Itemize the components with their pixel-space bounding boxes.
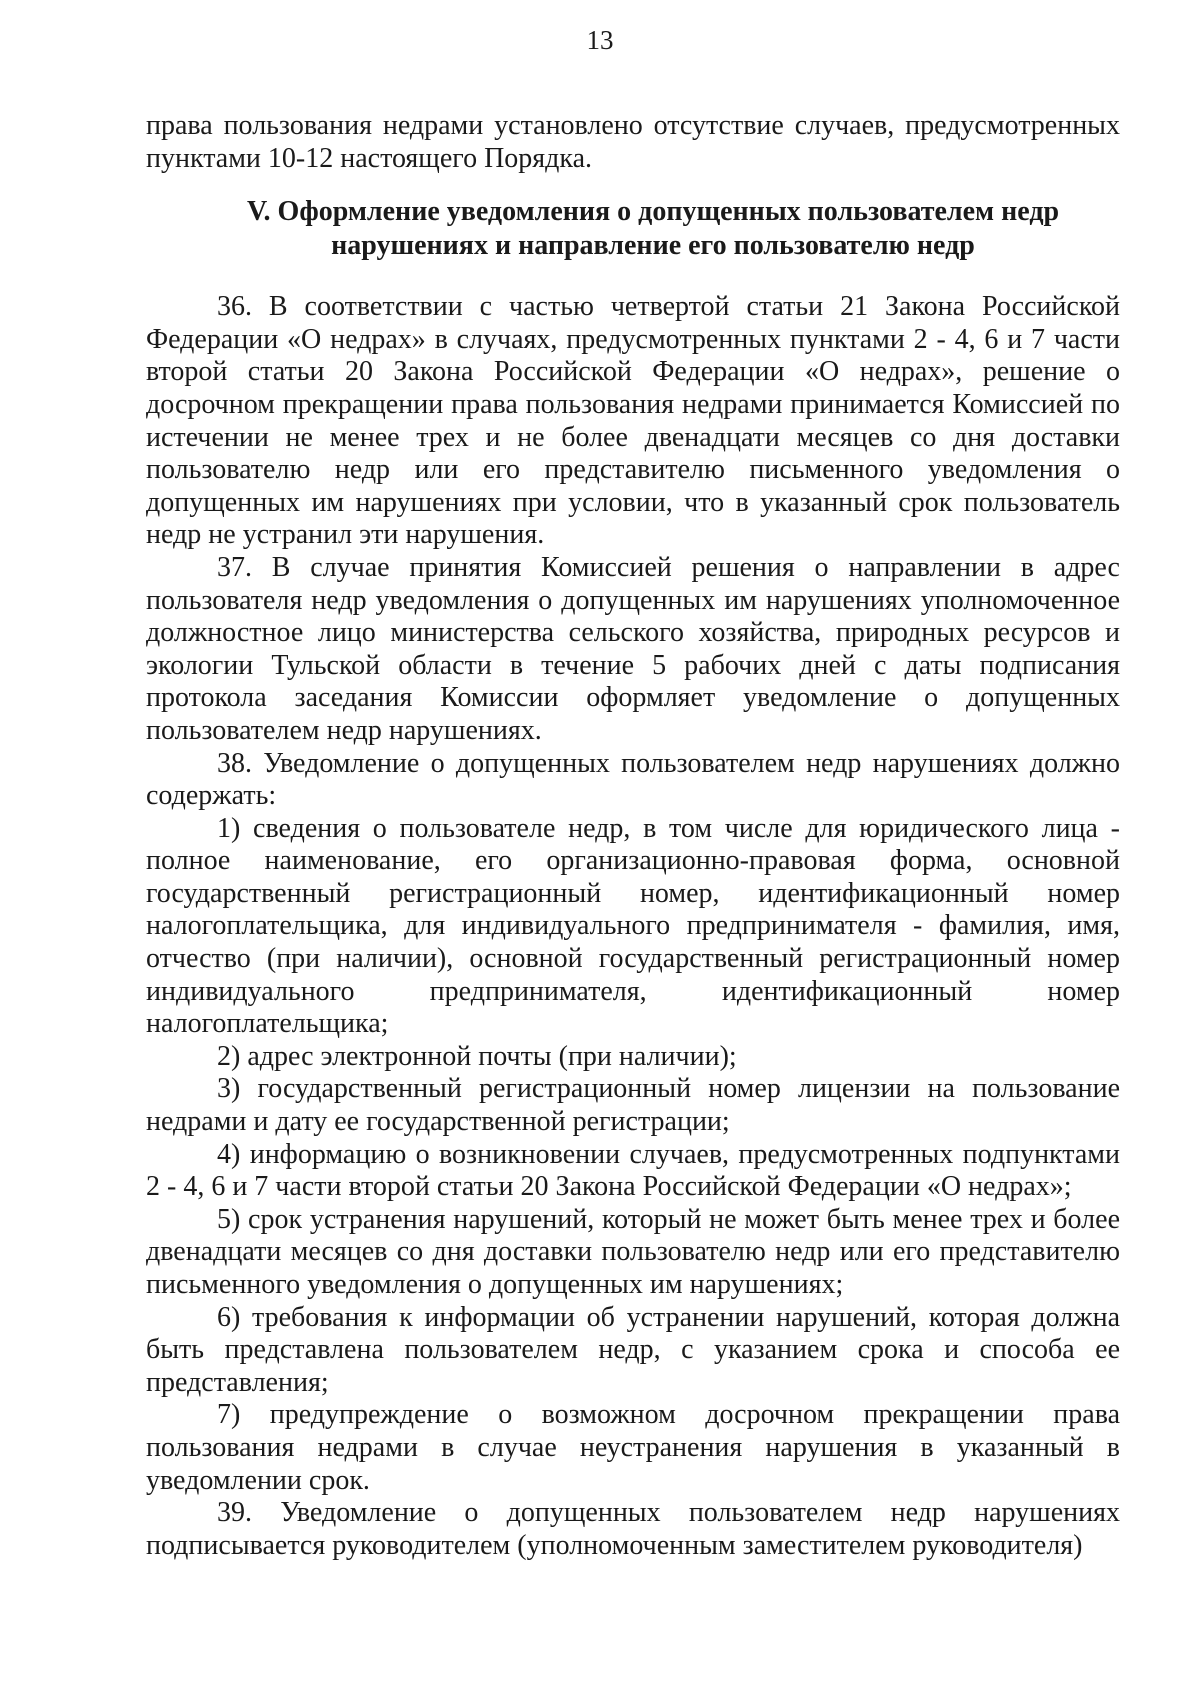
list-item-7: 7) предупреждение о возможном досрочном прекращении права пользования недрами в случае неустранения нарушения в указанный в уведомлении срок. xyxy=(146,1399,1120,1496)
list-item-3: 3) государственный регистрационный номер лицензии на пользование недрами и дату ее государственной регистрации; xyxy=(146,1073,1120,1138)
section-heading-line-1: V. Оформление уведомления о допущенных пользователем недр xyxy=(246,196,1060,228)
list-item-1: 1) сведения о пользователе недр, в том числе для юридического лица - полное наименование, его организационно-правовая форма, основной государственный регистрационный номер, идентификационный номер налогоплательщика, для индивидуального предпринимателя - фамилия, имя, отчество (при наличии), основной государственный регистрационный номер индивидуального предпринимателя, идентификационный номер налогоплательщика; xyxy=(146,812,1120,1040)
page-number: 13 xyxy=(586,25,614,55)
list-item-5: 5) срок устранения нарушений, который не может быть менее трех и более двенадцати месяцев со дня доставки пользователю недр или его представителю письменного уведомления о допущенных им нарушениях; xyxy=(146,1203,1120,1300)
document-body xyxy=(146,110,1120,1562)
section-heading xyxy=(146,195,1120,263)
list-item-2: 2) адрес электронной почты (при наличии); xyxy=(217,1040,737,1072)
section-heading-line-2: нарушениях и направление его пользователю недр xyxy=(331,230,975,262)
paragraph-39: 39. Уведомление о допущенных пользователем недр нарушениях подписывается руководителем (уполномоченным заместителем руководителя) xyxy=(146,1497,1120,1561)
paragraph-38: 38. Уведомление о допущенных пользователем недр нарушениях должно содержать: xyxy=(146,747,1120,812)
list-item-4: 4) информацию о возникновении случаев, предусмотренных подпунктами 2 - 4, 6 и 7 части второй статьи 20 Закона Российской Федерации «О недрах»; xyxy=(146,1138,1120,1203)
paragraph-37: 37. В случае принятия Комиссией решения о направлении в адрес пользователя недр уведомления о допущенных им нарушениях уполномоченное должностное лицо министерства сельского хозяйства, природных ресурсов и экологии Тульской области в течение 5 рабочих дней с даты подписания протокола заседания Комиссии оформляет уведомление о допущенных пользователем недр нарушениях. xyxy=(146,551,1120,746)
list-item-6: 6) требования к информации об устранении нарушений, которая должна быть представлена пользователем недр, с указанием срока и способа ее представления; xyxy=(146,1301,1120,1398)
continuation-paragraph: права пользования недрами установлено отсутствие случаев, предусмотренных пунктами 10-12 настоящего Порядка. xyxy=(146,110,1120,174)
paragraph-36: 36. В соответствии с частью четвертой статьи 21 Закона Российской Федерации «О недрах» в случаях, предусмотренных пунктами 2 - 4, 6 и 7 части второй статьи 20 Закона Российской Федерации «О недрах», решение о досрочном прекращении права пользования недрами принимается Комиссией по истечении не менее трех и не более двенадцати месяцев со дня доставки пользователю недр или его представителю письменного уведомления о допущенных им нарушениях при условии, что в указанный срок пользователь недр не устранил эти нарушения. xyxy=(146,291,1120,551)
